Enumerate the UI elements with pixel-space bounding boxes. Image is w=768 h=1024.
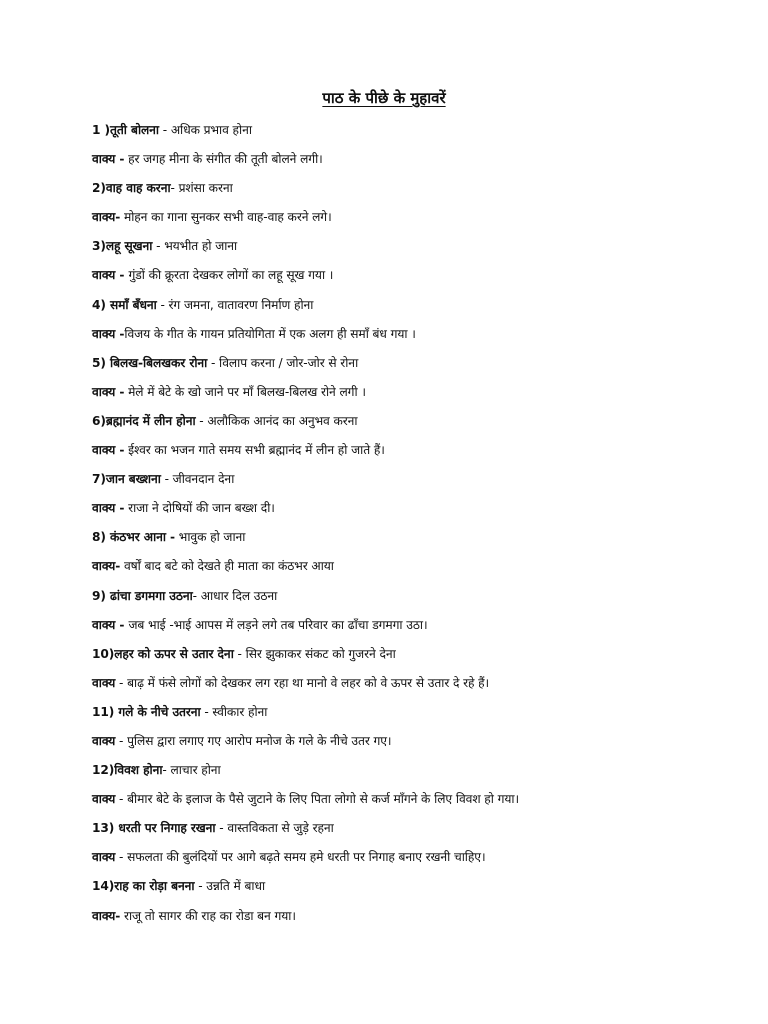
sentence-label: वाक्य - (92, 152, 125, 167)
idiom-phrase: 5) बिलख-बिलखकर रोना (92, 355, 208, 370)
idiom-phrase: 11) गले के नीचे उतरना (92, 704, 201, 719)
idiom-phrase: 8) कंठभर आना - (92, 530, 176, 545)
idiom-meaning: - वास्तविकता से जुड़े रहना (215, 821, 334, 836)
example-sentence-line (92, 902, 732, 931)
example-sentence-line (92, 145, 732, 174)
idiom-phrase: 7)जान बख्शना (92, 472, 161, 487)
sentence-text: गुंडों की क्रूरता देखकर लोगों का लहू सूख गया । (128, 268, 334, 283)
sentence-text: जब भाई -भाई आपस में लड़ने लगे तब परिवार का ढाँचा डगमगा उठा। (128, 617, 428, 632)
example-sentence-line (92, 785, 732, 814)
idiom-meaning: - विलाप करना / जोर-जोर से रोना (207, 355, 359, 370)
example-sentence-line (92, 843, 732, 872)
idiom-phrase: 4) समाँ बँधना (92, 297, 157, 312)
idiom-line (92, 232, 732, 261)
idiom-phrase: 13) धरती पर निगाह रखना (92, 821, 216, 836)
idiom-meaning: - अलौकिक आनंद का अनुभव करना (195, 413, 358, 428)
sentence-label: वाक्य - (92, 384, 125, 399)
idiom-meaning: - जीवनदान देना (160, 472, 235, 487)
example-sentence-line (92, 261, 732, 290)
example-sentence-line (92, 378, 732, 407)
idiom-list (92, 116, 732, 931)
idiom-phrase: 6)ब्रह्मानंद में लीन होना (92, 413, 196, 428)
idiom-line (92, 814, 732, 843)
idiom-phrase: 9) ढांचा डगमगा उठना (92, 588, 193, 603)
sentence-text: वर्षों बाद बटे को देखते ही माता का कंठभर आया (120, 559, 334, 574)
example-sentence-line (92, 611, 732, 640)
idiom-phrase: 1 )तूती बोलना (92, 123, 159, 137)
idiom-line (92, 349, 732, 378)
sentence-label: वाक्य - (92, 443, 125, 458)
idiom-phrase: 14)राह का रोड़ा बनना (92, 879, 195, 894)
sentence-label: वाक्य (92, 675, 116, 690)
sentence-text: ईश्वर का भजन गाते समय सभी ब्रह्मानंद में लीन हो जाते हैं। (124, 443, 385, 458)
idiom-meaning: - अधिक प्रभाव होना (159, 123, 252, 137)
idiom-phrase: 3)लहू सूखना (92, 239, 153, 254)
sentence-text: - सफलता की बुलंदियों पर आगे बढ़ते समय हमे धरती पर निगाह बनाए रखनी चाहिए। (115, 850, 486, 865)
sentence-label: वाक्य - (92, 617, 129, 632)
idiom-line (92, 407, 732, 436)
example-sentence-line (92, 727, 732, 756)
sentence-text: - पुलिस द्वारा लगाए गए आरोप मनोज के गले के नीचे उतर गए। (115, 733, 392, 748)
sentence-text: - बाढ़ में फंसे लोगों को देखकर लग रहा था मानो वे लहर को वे ऊपर से उतार दे रहे हैं। (115, 675, 490, 690)
idiom-meaning: - रंग जमना, वातावरण निर्माण होना (156, 297, 314, 312)
idiom-meaning: - लाचार होना (162, 763, 221, 778)
idiom-line (92, 582, 732, 611)
idiom-phrase: 12)विवश होना (92, 763, 163, 778)
sentence-text: - बीमार बेटे के इलाज के पैसे जुटाने के लिए पिता लोगो से कर्ज माँगने के लिए विवश हो गया। (115, 792, 519, 807)
sentence-label: वाक्य - (92, 268, 129, 283)
sentence-text: मेले में बेटे के खो जाने पर माँ बिलख-बिलख रोने लगी । (124, 384, 366, 399)
sentence-label: वाक्य (92, 792, 116, 807)
idiom-line (92, 174, 732, 203)
idiom-meaning: - उन्नति में बाधा (194, 879, 266, 894)
example-sentence-line (92, 669, 732, 698)
sentence-label: वाक्य - (92, 326, 125, 341)
idiom-phrase: 2)वाह वाह करना (92, 181, 171, 196)
sentence-text: विजय के गीत के गायन प्रतियोगिता में एक अलग ही समाँ बंध गया । (124, 326, 416, 341)
sentence-label: वाक्य- (92, 908, 121, 923)
example-sentence-line (92, 494, 732, 523)
example-sentence-line (92, 552, 732, 581)
idiom-line (92, 291, 732, 320)
idiom-line (92, 872, 732, 901)
sentence-label: वाक्य (92, 850, 116, 865)
example-sentence-line (92, 320, 732, 349)
sentence-text: राजू तो सागर की राह का रोडा बन गया। (120, 908, 296, 923)
example-sentence-line (92, 436, 732, 465)
sentence-text: राजा ने दोषियों की जान बख्श दी। (124, 501, 275, 516)
idiom-line (92, 523, 732, 552)
sentence-label: वाक्य- (92, 210, 121, 225)
sentence-text: हर जगह मीना के संगीत की तूती बोलने लगी। (124, 152, 323, 167)
page-title: पाठ के पीछे के मुहावरें (322, 89, 446, 107)
idiom-meaning: - स्वीकार होना (200, 704, 268, 719)
sentence-label: वाक्य (92, 733, 116, 748)
idiom-phrase: 10)लहर को ऊपर से उतार देना (92, 646, 234, 661)
idiom-meaning: - भयभीत हो जाना (152, 239, 238, 254)
idiom-line (92, 116, 732, 145)
idiom-line (92, 465, 732, 494)
idiom-meaning: - सिर झुकाकर संकट को गुजरने देना (233, 646, 396, 661)
sentence-label: वाक्य- (92, 559, 121, 574)
idiom-meaning: - प्रशंसा करना (170, 181, 233, 196)
sentence-text: मोहन का गाना सुनकर सभी वाह-वाह करने लगे। (120, 210, 332, 225)
idiom-meaning: भावुक हो जाना (175, 530, 246, 545)
idiom-line (92, 640, 732, 669)
idiom-line (92, 698, 732, 727)
idiom-meaning: - आधार दिल उठना (192, 588, 278, 603)
idiom-line (92, 756, 732, 785)
sentence-label: वाक्य - (92, 501, 125, 516)
example-sentence-line (92, 203, 732, 232)
